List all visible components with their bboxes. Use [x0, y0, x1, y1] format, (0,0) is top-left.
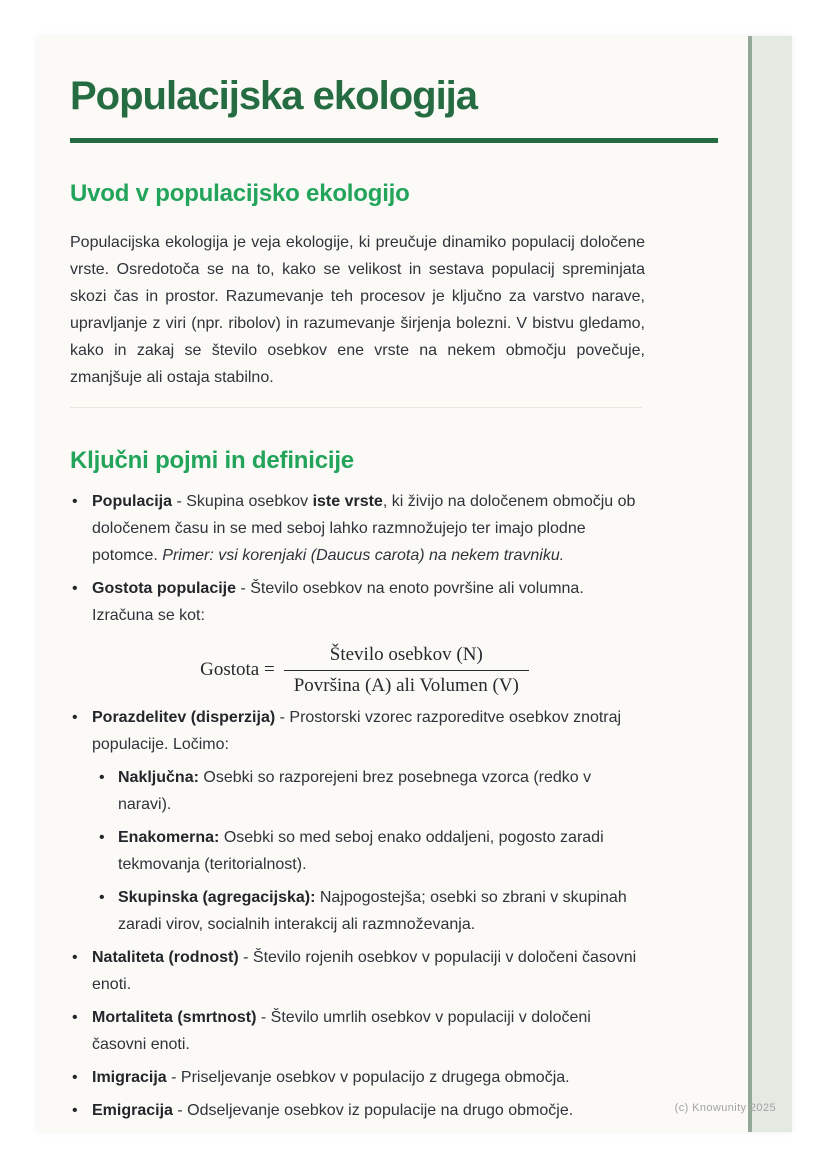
formula-lhs: Gostota = [200, 659, 275, 681]
term-label: Mortaliteta (smrtnost) [92, 1008, 257, 1026]
sublist-item-nakljucna [92, 764, 645, 818]
term-separator: - [172, 1101, 188, 1119]
list-item-gostota [70, 575, 645, 698]
page-title: Populacijska ekologija [70, 74, 478, 118]
term-text: Priseljevanje osebkov v populacijo z drugega območja. [180, 1068, 570, 1086]
term-text: Število rojenih osebkov v populaciji v določeni časovni enoti. [92, 948, 637, 993]
bullet-icon: • [72, 1008, 78, 1026]
term-separator: - [172, 493, 187, 510]
document-page [38, 36, 792, 1132]
list-item-emigracija [70, 1097, 645, 1124]
section-heading-key-terms: Ključni pojmi in definicije [70, 447, 354, 474]
subterm-text: Osebki so med seboj enako oddaljeni, pogosto zaradi tekmovanja (teritorialnost). [118, 828, 604, 873]
term-text: Število umrlih osebkov v populaciji v določeni časovni enoti. [92, 1008, 591, 1053]
section-divider [70, 407, 642, 408]
key-terms-list [70, 488, 645, 1124]
bullet-icon: • [72, 1101, 78, 1119]
term-example: Primer: vsi korenjaki (Daucus carota) na nekem travniku. [162, 547, 565, 564]
subterm-text: Osebki so razporejeni brez posebnega vzorca (redko v naravi). [118, 768, 592, 813]
bullet-icon: • [72, 1068, 78, 1086]
term-label: Nataliteta (rodnost) [92, 948, 239, 966]
list-item-imigracija [70, 1064, 645, 1091]
formula-denominator: Površina (A) ali Volumen (V) [284, 670, 529, 698]
watermark: (c) Knowunity 2025 [674, 1102, 776, 1114]
list-item-nataliteta [70, 944, 645, 998]
dispersion-sublist [92, 764, 645, 938]
bullet-icon: • [99, 888, 105, 906]
term-label: Gostota populacije [92, 580, 237, 597]
density-formula [92, 643, 637, 698]
page-content [38, 36, 718, 1124]
term-label: Emigracija [92, 1101, 173, 1119]
subterm-label: Enakomerna: [118, 828, 220, 846]
term-text: , ki živijo na določenem območju ob določenem času in se med seboj lahko razmnožujejo ter imajo plodne potomce. [92, 493, 636, 564]
list-item-populacija [70, 488, 645, 569]
bullet-icon: • [99, 768, 105, 786]
term-separator: - [236, 580, 251, 597]
page-edge-strip [748, 36, 792, 1132]
formula-numerator: Število osebkov (N) [329, 644, 483, 665]
term-text: Število osebkov na enoto površine ali volumna. Izračuna se kot: [92, 580, 584, 624]
subterm-label: Skupinska (agregacijska): [118, 888, 316, 906]
term-separator: - [238, 948, 253, 966]
bullet-icon: • [72, 708, 78, 726]
formula-fraction [284, 643, 529, 698]
term-separator: - [256, 1008, 271, 1026]
term-label: Porazdelitev (disperzija) [92, 708, 276, 726]
bullet-icon: • [72, 580, 78, 597]
bullet-icon: • [72, 948, 78, 966]
section-heading-intro: Uvod v populacijsko ekologijo [70, 180, 410, 207]
term-text: Skupina osebkov [186, 493, 313, 510]
term-text: Odseljevanje osebkov iz populacije na drugo območje. [187, 1101, 574, 1119]
term-label: Populacija [92, 493, 173, 510]
subterm-label: Naključna: [118, 768, 199, 786]
term-separator: - [275, 708, 290, 726]
term-text: Prostorski vzorec razporeditve osebkov znotraj populacije. Ločimo: [92, 708, 622, 753]
sublist-item-enakomerna [92, 824, 645, 878]
subterm-text: Najpogostejša; osebki so zbrani v skupinah zaradi virov, socialnih interakcij ali razmnoževanja. [118, 888, 627, 933]
sublist-item-skupinska [92, 884, 645, 938]
title-underline [70, 138, 718, 143]
term-separator: - [166, 1068, 181, 1086]
term-text-bold: iste vrste [312, 493, 383, 510]
term-label: Imigracija [92, 1068, 167, 1086]
list-item-mortaliteta [70, 1004, 645, 1058]
bullet-icon: • [99, 828, 105, 846]
list-item-porazdelitev [70, 704, 645, 938]
bullet-icon: • [72, 493, 78, 510]
intro-paragraph: Populacijska ekologija je veja ekologije, ki preučuje dinamiko populacij določene vrste. Osredotoča se na to, kako se velikost in sestava populacij spreminjata skozi čas in prostor. Razumevanje teh procesov je ključno za varstvo narave, upravljanje z viri (npr. ribolov) in razumevanje širjenja bolezni. V bistvu gledamo, kako in zakaj se število osebkov ene vrste na nekem območju povečuje, zmanjšuje ali ostaja stabilno. [70, 234, 645, 386]
